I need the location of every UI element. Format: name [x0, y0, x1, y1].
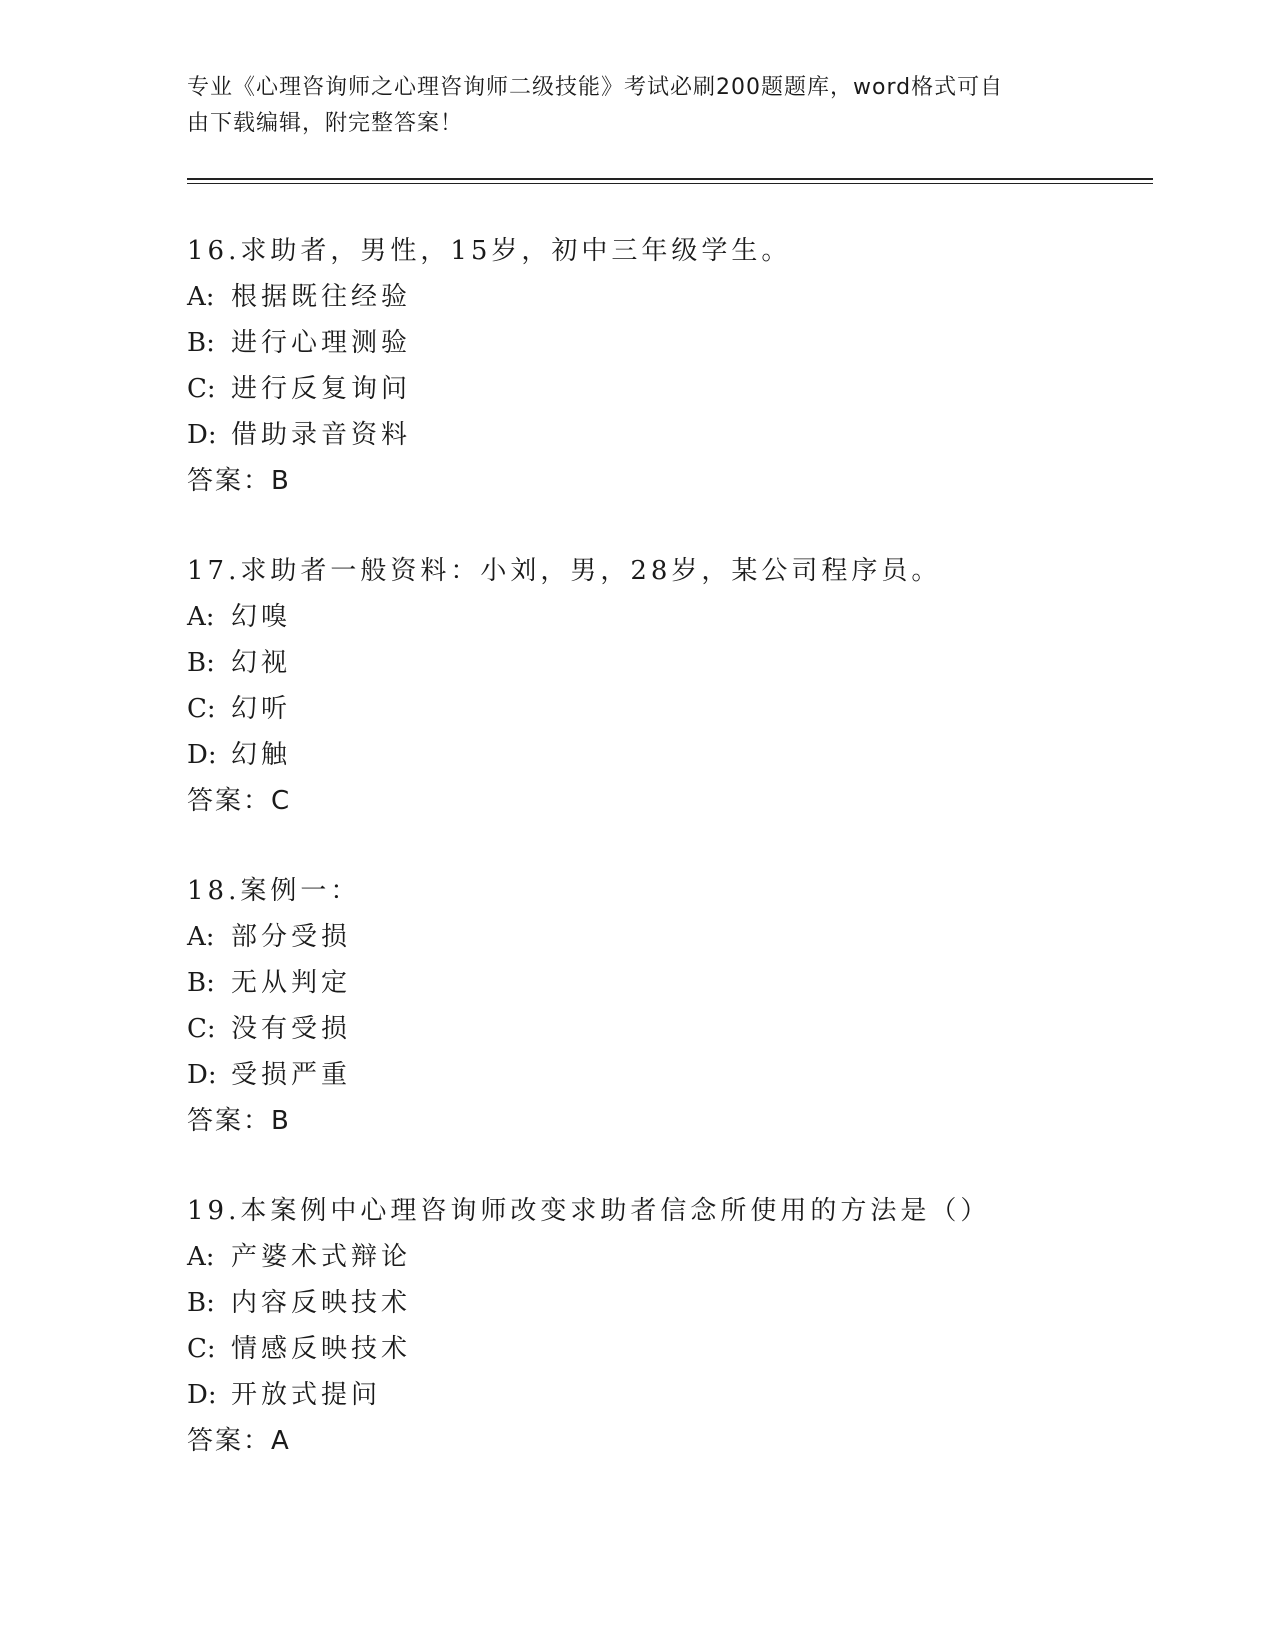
option-text: 进行反复询问: [231, 374, 412, 404]
option-a: [187, 594, 1147, 640]
option-key: C:: [187, 694, 216, 724]
answer-value: C: [271, 786, 292, 816]
option-key: A:: [187, 1242, 215, 1272]
question-title: 17.求助者一般资料：小刘，男，28岁，某公司程序员。: [187, 556, 942, 586]
option-text: 部分受损: [231, 922, 352, 952]
answer-line: [187, 458, 1147, 504]
option-text: 情感反映技术: [231, 1334, 412, 1364]
answer-value: B: [271, 466, 291, 496]
question-17: [187, 548, 1147, 824]
header-line-1: 专业《心理咨询师之心理咨询师二级技能》考试必刷200题题库，word格式可自: [187, 75, 1004, 100]
answer-value: A: [271, 1426, 291, 1456]
option-key: B:: [187, 328, 215, 358]
option-key: C:: [187, 1334, 216, 1364]
answer-label: 答案：: [187, 786, 272, 816]
question-title: 16.求助者，男性，15岁，初中三年级学生。: [187, 236, 792, 266]
option-b: [187, 1280, 1147, 1326]
option-d: [187, 412, 1147, 458]
option-c: [187, 1006, 1147, 1052]
option-text: 幻触: [231, 740, 292, 770]
option-text: 受损严重: [231, 1060, 352, 1090]
option-d: [187, 1372, 1147, 1418]
option-c: [187, 686, 1147, 732]
option-b: [187, 960, 1147, 1006]
answer-value: B: [271, 1106, 291, 1136]
option-d: [187, 1052, 1147, 1098]
answer-line: [187, 778, 1147, 824]
option-b: [187, 640, 1147, 686]
option-key: B:: [187, 968, 215, 998]
option-text: 幻听: [231, 694, 292, 724]
option-key: D:: [187, 1060, 217, 1090]
option-text: 开放式提问: [231, 1380, 382, 1410]
option-b: [187, 320, 1147, 366]
document-header: [187, 70, 1067, 142]
option-text: 幻嗅: [231, 602, 292, 632]
option-d: [187, 732, 1147, 778]
answer-label: 答案：: [187, 1426, 272, 1456]
option-key: B:: [187, 1288, 215, 1318]
answer-label: 答案：: [187, 466, 272, 496]
option-a: [187, 1234, 1147, 1280]
option-text: 借助录音资料: [231, 420, 412, 450]
question-16: [187, 228, 1147, 504]
option-text: 产婆术式辩论: [231, 1242, 412, 1272]
option-a: [187, 274, 1147, 320]
question-title: 18.案例一：: [187, 876, 361, 906]
header-line-2: 由下载编辑，附完整答案！: [187, 111, 464, 136]
option-key: D:: [187, 420, 217, 450]
option-key: C:: [187, 374, 216, 404]
option-text: 内容反映技术: [231, 1288, 412, 1318]
question-18: [187, 868, 1147, 1144]
option-key: D:: [187, 740, 217, 770]
option-c: [187, 366, 1147, 412]
option-key: A:: [187, 602, 215, 632]
header-divider-thin: [187, 183, 1153, 184]
option-text: 进行心理测验: [231, 328, 412, 358]
option-key: B:: [187, 648, 215, 678]
option-key: D:: [187, 1380, 217, 1410]
option-c: [187, 1326, 1147, 1372]
option-key: A:: [187, 282, 215, 312]
answer-line: [187, 1098, 1147, 1144]
answer-line: [187, 1418, 1147, 1464]
option-text: 没有受损: [231, 1014, 352, 1044]
question-title: 19.本案例中心理咨询师改变求助者信念所使用的方法是（）: [187, 1196, 991, 1226]
question-19: [187, 1188, 1147, 1464]
option-text: 无从判定: [231, 968, 352, 998]
option-key: A:: [187, 922, 215, 952]
option-text: 幻视: [231, 648, 292, 678]
option-key: C:: [187, 1014, 216, 1044]
option-a: [187, 914, 1147, 960]
answer-label: 答案：: [187, 1106, 272, 1136]
header-divider-thick: [187, 178, 1153, 180]
option-text: 根据既往经验: [231, 282, 412, 312]
